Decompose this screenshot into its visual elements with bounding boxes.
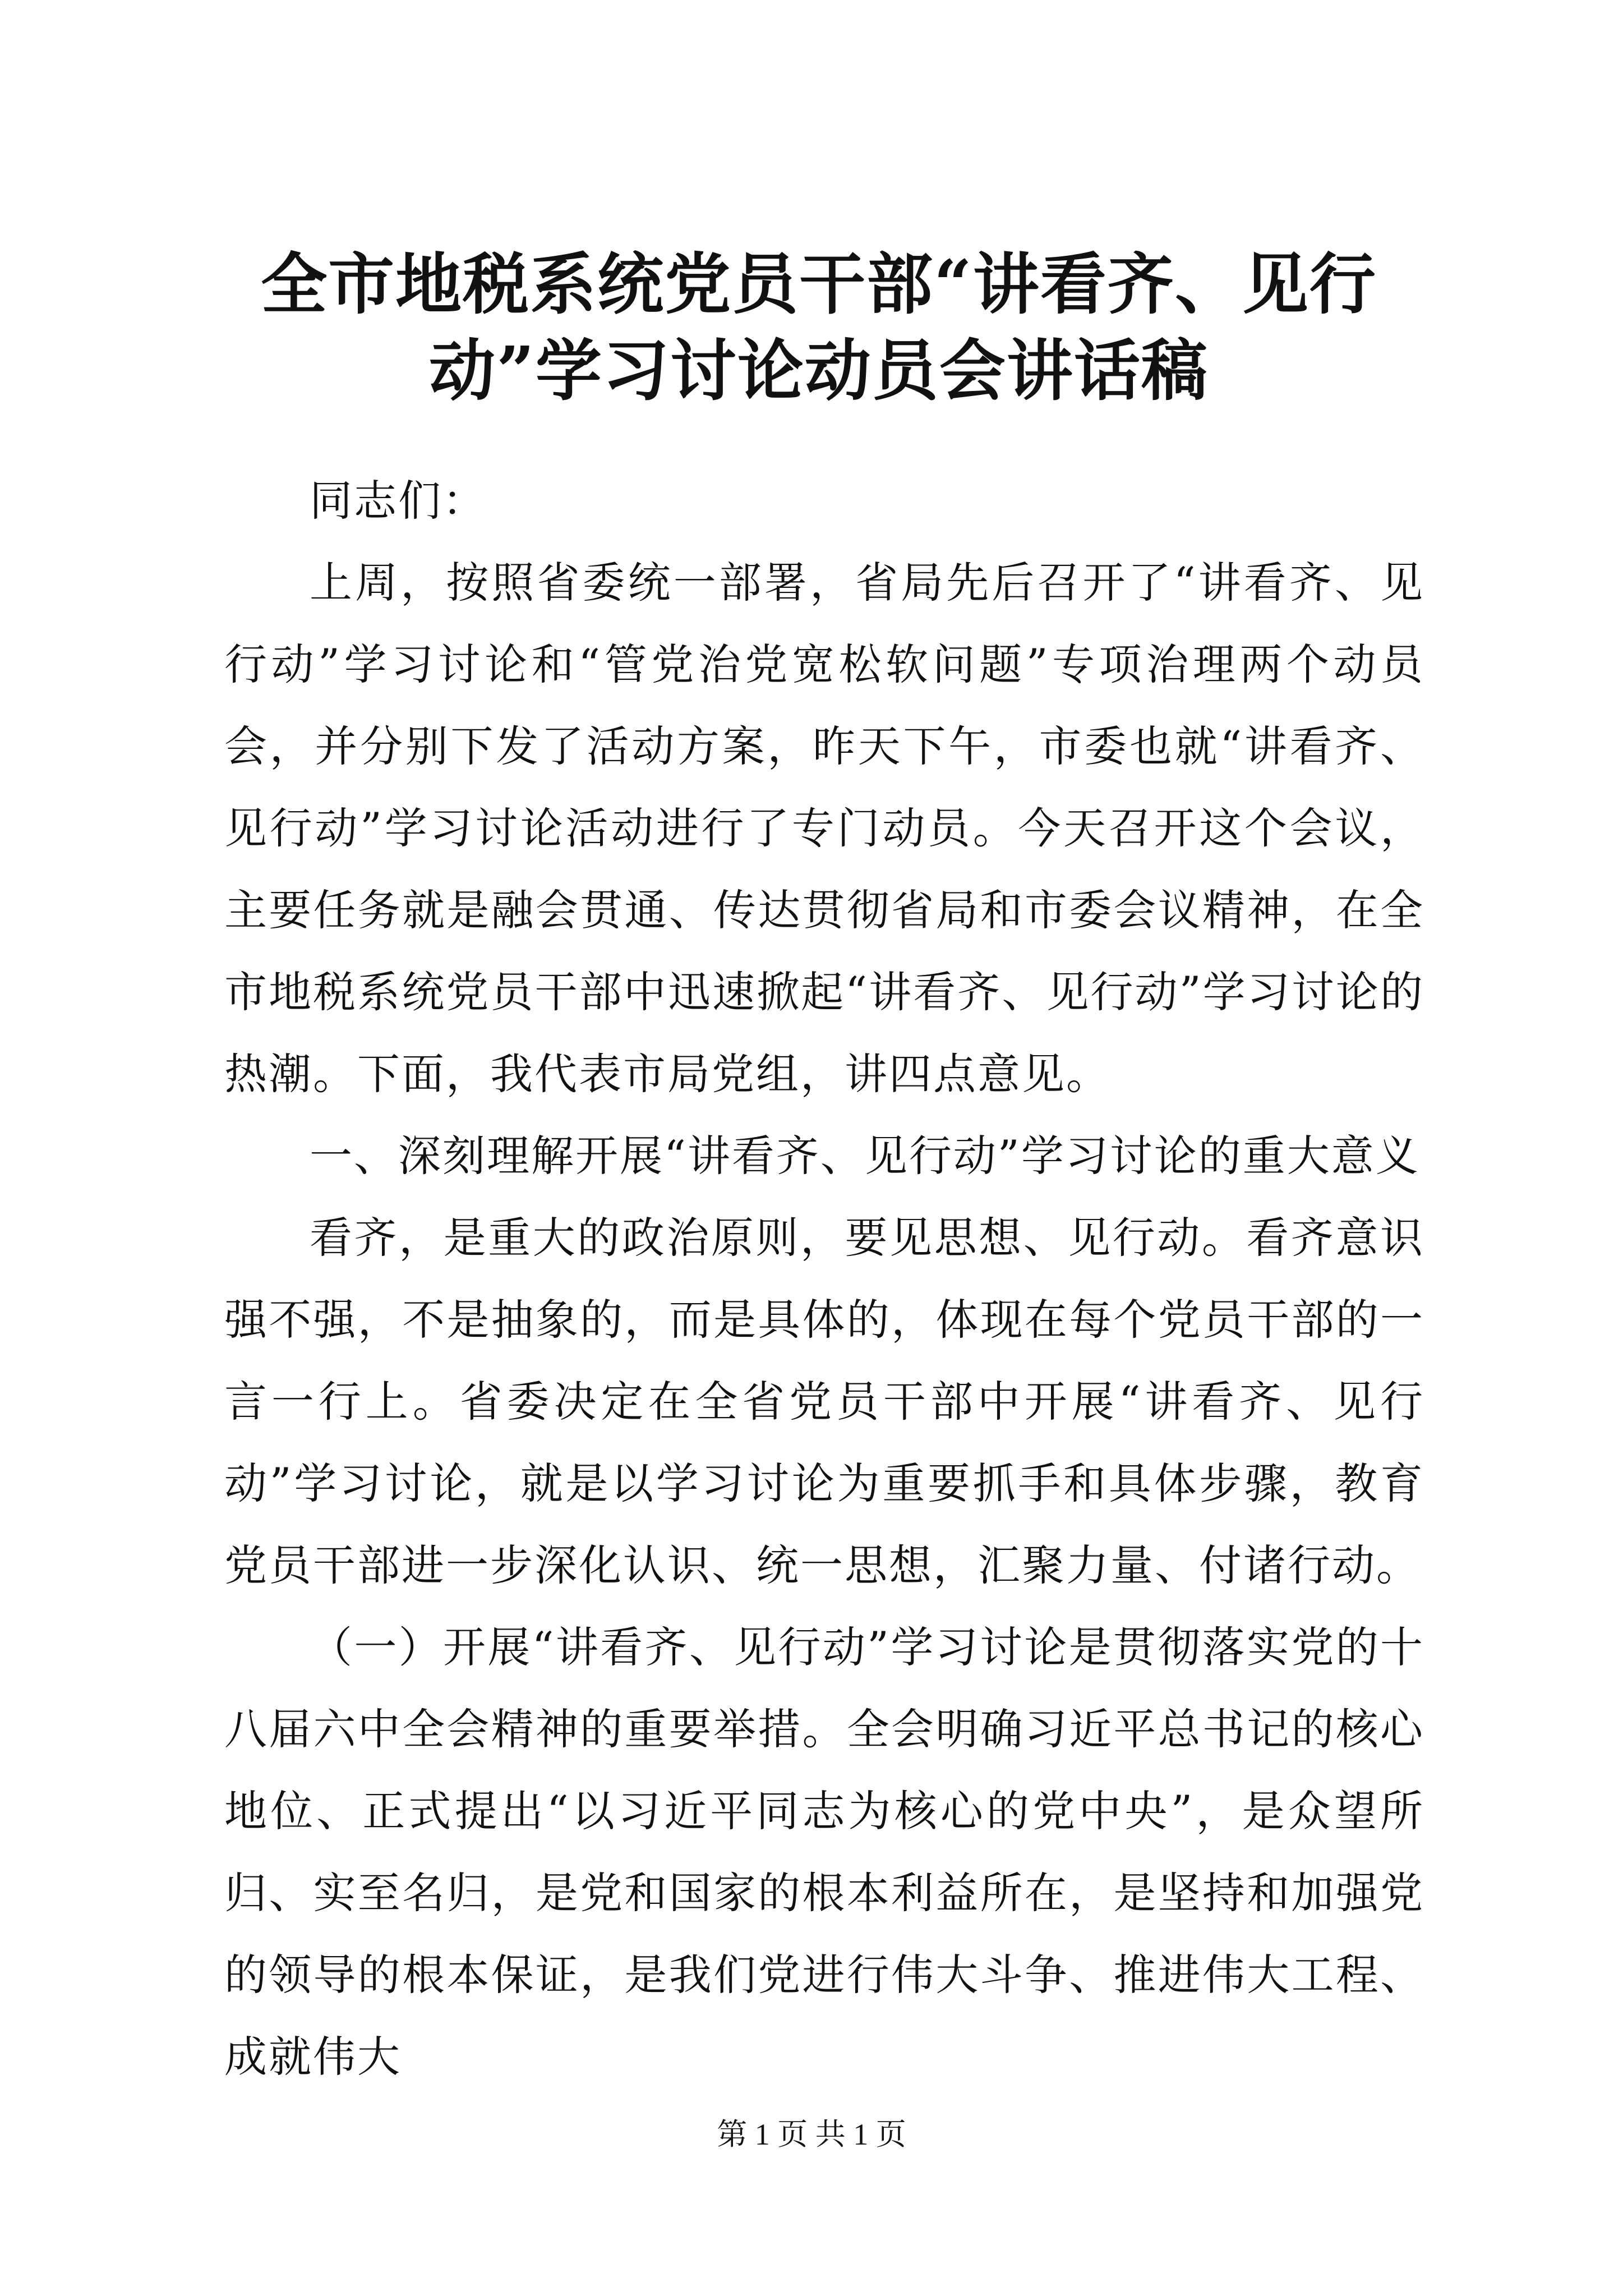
page-footer: 第 1 页 共 1 页 xyxy=(717,2118,906,2151)
section-heading: 一、深刻理解开展“讲看齐、见行动”学习讨论的重大意义 xyxy=(310,1131,1420,1181)
document-title: 全市地税系统党员干部“讲看齐、见行动”学习讨论动员会讲话稿 xyxy=(261,245,1377,409)
body-paragraph: 看齐，是重大的政治原则，要见思想、见行动。看齐意识强不强，不是抽象的，而是具体的，体现在每个党员干部的一言一行上。省委决定在全省党员干部中开展“讲看齐、见行动”学习讨论，就是以学习讨论为重要抓手和具体步骤，教育党员干部进一步深化认识、统一思想，汇聚力量、付诸行动。 xyxy=(224,1213,1424,1590)
salutation: 同志们： xyxy=(310,476,487,526)
body-paragraph: 上周，按照省委统一部署，省局先后召开了“讲看齐、见行动”学习讨论和“管党治党宽松软问题”专项治理两个动员会，并分别下发了活动方案，昨天下午，市委也就“讲看齐、见行动”学习讨论活动进行了专门动员。今天召开这个会议，主要任务就是融会贯通、传达贯彻省局和市委会议精神，在全市地税系统党员干部中迅速掀起“讲看齐、见行动”学习讨论的热潮。下面，我代表市局党组，讲四点意见。 xyxy=(224,558,1424,1099)
body-paragraph: （一）开展“讲看齐、见行动”学习讨论是贯彻落实党的十八届六中全会精神的重要举措。全会明确习近平总书记的核心地位、正式提出“以习近平同志为核心的党中央”，是众望所归、实至名归，是党和国家的根本利益所在，是坚持和加强党的领导的根本保证，是我们党进行伟大斗争、推进伟大工程、成就伟大 xyxy=(224,1622,1424,2082)
document-body xyxy=(224,460,1424,2098)
